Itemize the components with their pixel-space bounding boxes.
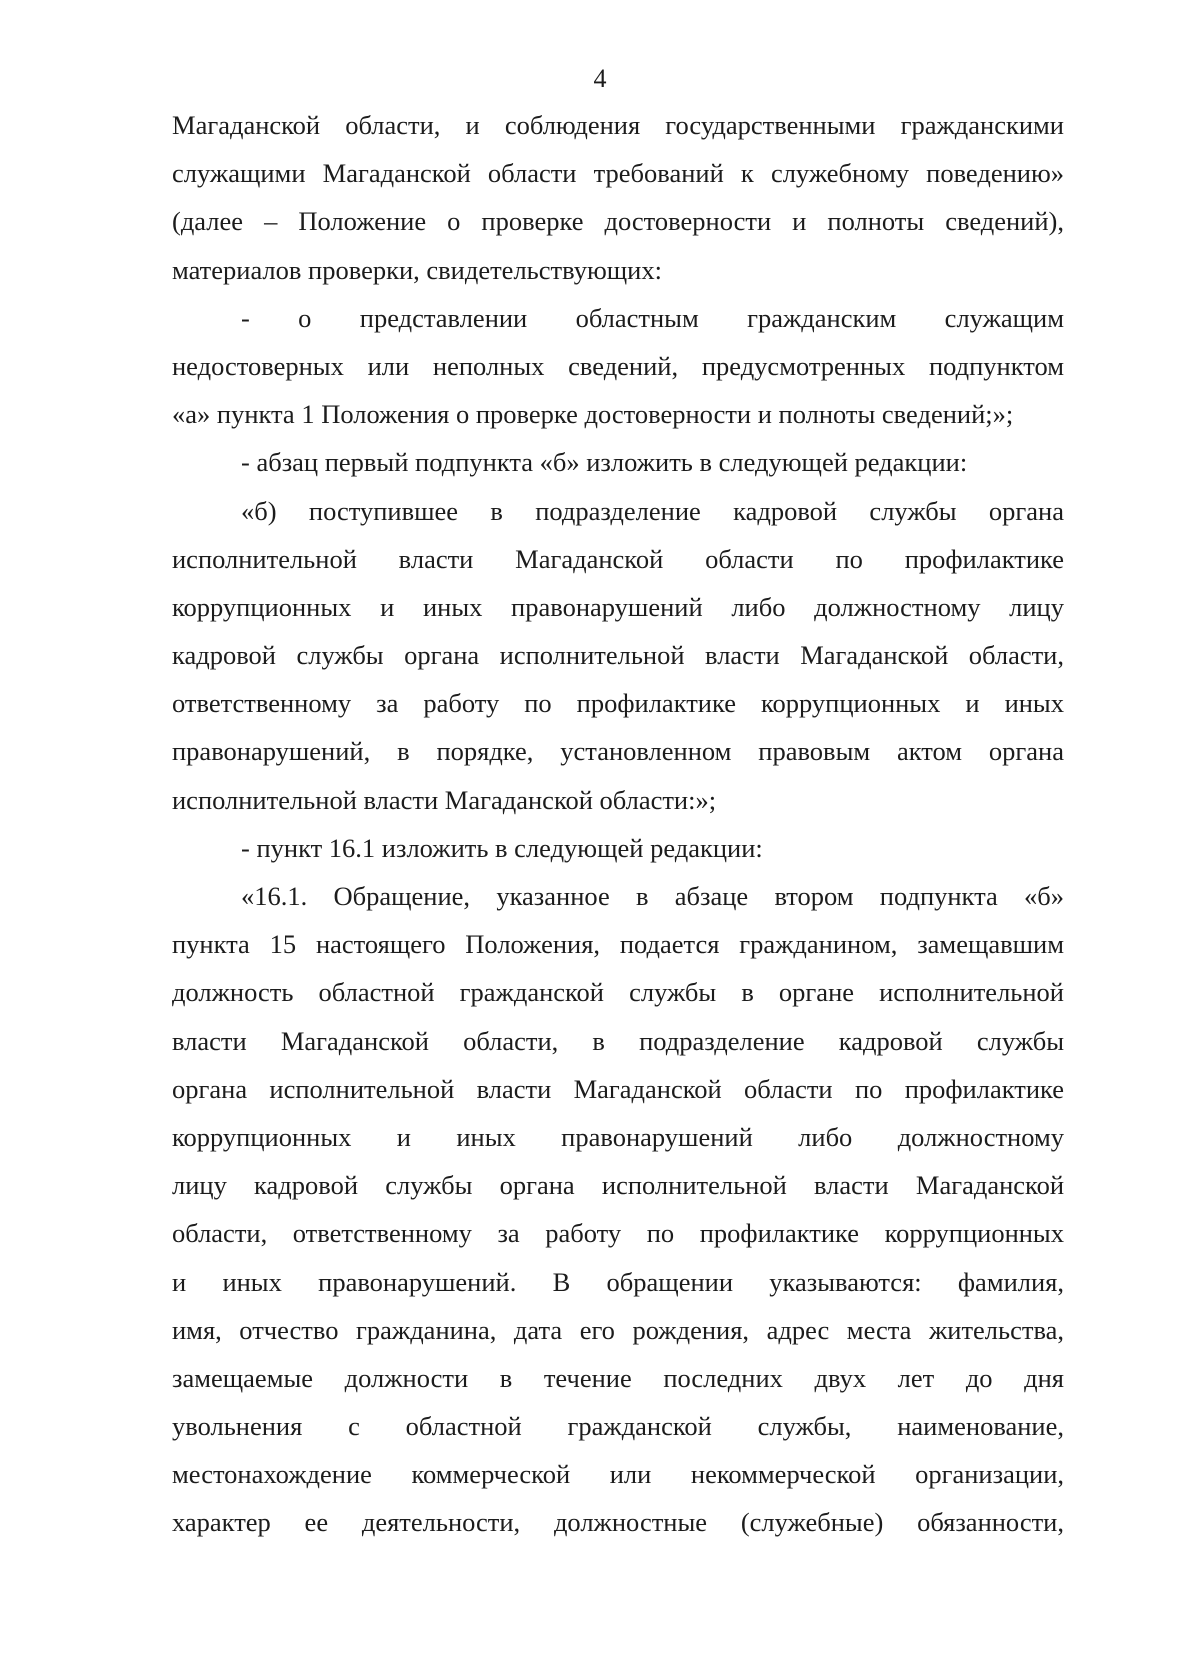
text-line: - о представлении областным гражданским служащим bbox=[241, 302, 1064, 333]
text-line: служащими Магаданской области требований к служебному поведению» bbox=[172, 158, 1064, 189]
paragraph bbox=[172, 101, 1064, 294]
text-line: ответственному за работу по профилактике коррупционных и иных bbox=[172, 688, 1064, 719]
text-line: «б) поступившее в подразделение кадровой службы органа bbox=[241, 495, 1064, 526]
paragraph bbox=[172, 872, 1064, 1547]
text-line: и иных правонарушений. В обращении указываются: фамилия, bbox=[172, 1266, 1064, 1297]
text-line: - абзац первый подпункта «б» изложить в следующей редакции: bbox=[241, 447, 968, 478]
text-line: материалов проверки, свидетельствующих: bbox=[172, 254, 662, 285]
text-line: - пункт 16.1 изложить в следующей редакции: bbox=[241, 832, 763, 863]
text-line: Магаданской области, и соблюдения государственными гражданскими bbox=[172, 110, 1064, 140]
paragraph bbox=[172, 438, 1064, 486]
text-line: правонарушений, в порядке, установленном правовым актом органа bbox=[172, 736, 1064, 767]
text-line: должность областной гражданской службы в органе исполнительной bbox=[172, 977, 1064, 1008]
text-line: местонахождение коммерческой или некоммерческой организации, bbox=[172, 1459, 1064, 1490]
paragraph bbox=[172, 487, 1064, 824]
text-line: имя, отчество гражданина, дата его рождения, адрес места жительства, bbox=[172, 1314, 1064, 1345]
text-line: власти Магаданской области, в подразделение кадровой службы bbox=[172, 1025, 1064, 1056]
text-line: лицу кадровой службы органа исполнительной власти Магаданской bbox=[172, 1170, 1064, 1201]
text-line: недостоверных или неполных сведений, предусмотренных подпунктом bbox=[172, 350, 1064, 381]
paragraph bbox=[172, 294, 1064, 439]
text-line: (далее – Положение о проверке достоверности и полноты сведений), bbox=[172, 206, 1064, 237]
text-line: исполнительной власти Магаданской области:»; bbox=[172, 784, 717, 815]
text-line: области, ответственному за работу по профилактике коррупционных bbox=[172, 1218, 1064, 1249]
text-line: увольнения с областной гражданской службы, наименование, bbox=[172, 1411, 1064, 1442]
document-body bbox=[172, 101, 1064, 1547]
text-line: замещаемые должности в течение последних двух лет до дня bbox=[172, 1362, 1064, 1393]
text-line: кадровой службы органа исполнительной власти Магаданской области, bbox=[172, 640, 1064, 671]
page-number: 4 bbox=[593, 64, 607, 93]
text-line: «16.1. Обращение, указанное в абзаце втором подпункта «б» bbox=[241, 881, 1064, 911]
text-line: характер ее деятельности, должностные (служебные) обязанности, bbox=[172, 1507, 1064, 1538]
text-line: органа исполнительной власти Магаданской области по профилактике bbox=[172, 1073, 1064, 1104]
paragraph bbox=[172, 824, 1064, 872]
text-line: исполнительной власти Магаданской области по профилактике bbox=[172, 543, 1064, 574]
text-line: пункта 15 настоящего Положения, подается гражданином, замещавшим bbox=[172, 929, 1064, 960]
text-line: коррупционных и иных правонарушений либо должностному bbox=[172, 1121, 1064, 1152]
text-line: «а» пункта 1 Положения о проверке достоверности и полноты сведений;»; bbox=[172, 399, 1014, 430]
text-line: коррупционных и иных правонарушений либо должностному лицу bbox=[172, 591, 1064, 622]
